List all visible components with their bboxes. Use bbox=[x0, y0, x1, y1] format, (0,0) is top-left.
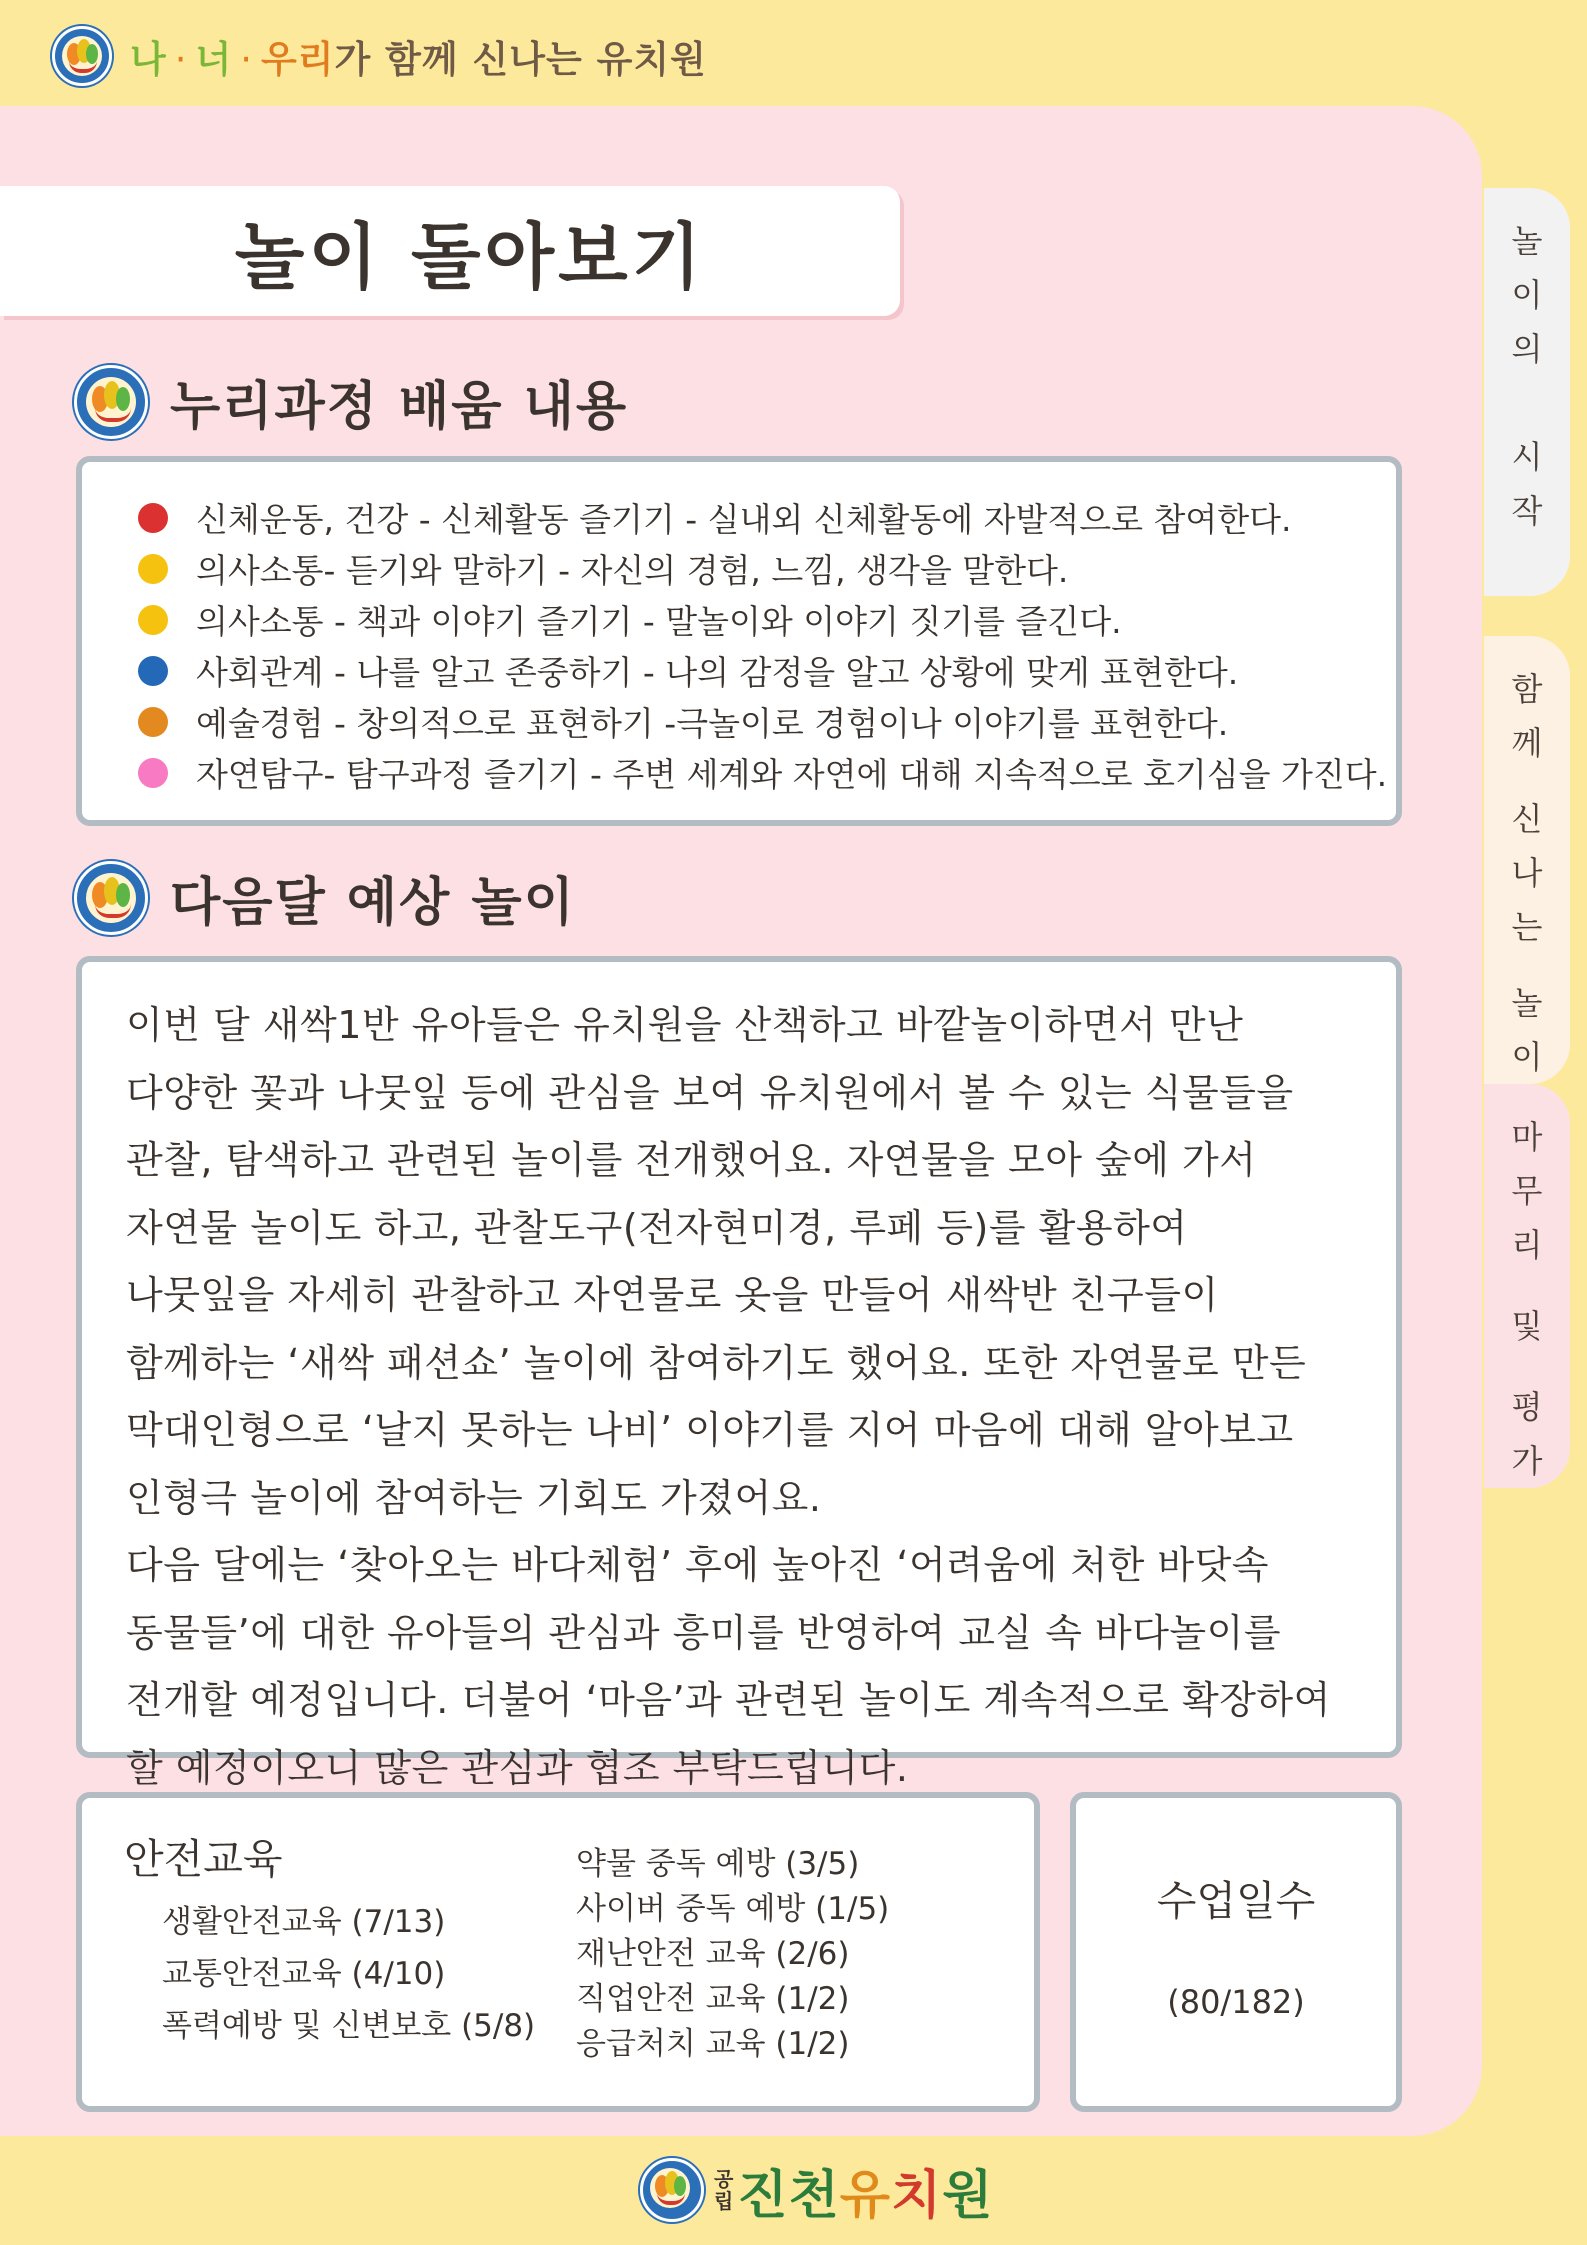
nuri-item-text: 사회관계 - 나를 알고 존중하기 - 나의 감정을 알고 상황에 맞게 표현한다. bbox=[196, 653, 1239, 692]
kindergarten-logo-icon bbox=[52, 26, 112, 86]
next-play-paragraph-2: 다음 달에는 ‘찾아오는 바다체험’ 후에 높아진 ‘어려움에 처한 바닷속 동물들’에 대한 유아들의 관심과 흥미를 반영하여 교실 속 바다놀이를 전개할 예정입니다. 더불어 ‘마음’과 관련된 놀이도 계속적으로 확장하여 할 예정이오니 많은 관심과 협조 부탁드립니다. bbox=[126, 1543, 1331, 1790]
tab-char bbox=[1507, 1272, 1547, 1299]
page-title: 놀이 돌아보기 bbox=[234, 215, 706, 299]
class-days-box bbox=[1070, 1792, 1402, 2112]
slogan-part2: 너 bbox=[195, 38, 233, 81]
brand-char: 유 bbox=[839, 2165, 892, 2226]
tab-char: 가 bbox=[1511, 1442, 1543, 1480]
next-play-paragraph-1: 이번 달 새싹1반 유아들은 유치원을 산책하고 바깥놀이하면서 만난 다양한 꽃과 나뭇잎 등에 관심을 보여 유치원에서 볼 수 있는 식물들을 관찰, 탐색하고 관련된 놀이를 전개했어요. 자연물을 모아 숲에 가서 자연물 놀이도 하고, 관찰도구(전자현미경, 루페 등)를 활용하여 나뭇잎을 자세히 관찰하고 자연물로 옷을 만들어 새싹반 친구들이 함께하는 ‘새싹 패션쇼’ 놀이에 참여하기도 했어요. 또한 자연물로 만든 막대인형으로 ‘날지 못하는 나비’ 이야기를 지어 마음에 대해 알아보고 인형극 놀이에 참여하는 기회도 가졌어요. bbox=[126, 1003, 1307, 1520]
tab-char: 시 bbox=[1511, 438, 1543, 476]
side-tab-wrap-up[interactable] bbox=[1484, 1084, 1570, 1488]
bullet-dot-icon bbox=[138, 758, 168, 788]
tab-char: 마 bbox=[1511, 1118, 1543, 1156]
tab-char bbox=[1507, 770, 1547, 792]
slogan-dot: · bbox=[240, 38, 254, 81]
tab-char: 평 bbox=[1511, 1388, 1543, 1426]
nuri-item-text: 예술경험 - 창의적으로 표현하기 -극놀이로 경험이나 이야기를 표현한다. bbox=[196, 704, 1229, 743]
brand-char: 원 bbox=[942, 2165, 994, 2226]
safety-item: 폭력예방 및 신변보호 (5/8) bbox=[162, 2008, 536, 2044]
slogan-rest: 가 함께 신나는 유치원 bbox=[334, 38, 707, 81]
slogan bbox=[130, 29, 707, 83]
footer bbox=[640, 2150, 994, 2230]
tab-char: 는 bbox=[1511, 908, 1543, 946]
side-tab-fun-play[interactable] bbox=[1484, 636, 1570, 1084]
tab-char: 이 bbox=[1511, 276, 1543, 314]
footer-public-bottom: 립 bbox=[714, 2189, 734, 2213]
nuri-item-text: 자연탐구- 탐구과정 즐기기 - 주변 세계와 자연에 대해 지속적으로 호기심을 가진다. bbox=[196, 755, 1388, 794]
tab-char: 및 bbox=[1511, 1307, 1543, 1345]
nuri-item bbox=[138, 492, 1396, 543]
safety-item: 재난안전 교육 (2/6) bbox=[576, 1936, 850, 1972]
next-play-section-heading bbox=[74, 860, 576, 935]
kindergarten-logo-icon bbox=[74, 861, 148, 935]
footer-public-top: 공 bbox=[714, 2167, 734, 2191]
nuri-item bbox=[138, 696, 1396, 747]
safety-heading: 안전교육 bbox=[124, 1835, 283, 1883]
tab-char: 의 bbox=[1511, 330, 1543, 368]
nuri-item bbox=[138, 747, 1396, 798]
header bbox=[52, 26, 707, 86]
bullet-dot-icon bbox=[138, 554, 168, 584]
nuri-heading: 누리과정 배움 내용 bbox=[170, 377, 629, 437]
footer-brand bbox=[737, 2153, 993, 2228]
nuri-item-text: 의사소통- 듣기와 말하기 - 자신의 경험, 느낌, 생각을 말한다. bbox=[196, 551, 1069, 590]
tab-char: 놀 bbox=[1511, 984, 1543, 1022]
tab-char bbox=[1507, 376, 1547, 430]
tab-char: 놀 bbox=[1511, 222, 1543, 260]
footer-public-label bbox=[714, 2168, 733, 2212]
tab-char: 작 bbox=[1511, 492, 1543, 530]
safety-list-1 bbox=[162, 1896, 535, 2052]
tab-char: 이 bbox=[1511, 1038, 1543, 1076]
nuri-content-box bbox=[76, 456, 1402, 826]
tab-char: 함 bbox=[1511, 670, 1543, 708]
nuri-item bbox=[138, 594, 1396, 645]
kindergarten-logo-icon bbox=[74, 365, 148, 439]
next-play-box bbox=[76, 956, 1402, 1790]
tab-char: 신 bbox=[1511, 800, 1543, 838]
slogan-part3: 우리 bbox=[261, 38, 335, 81]
nuri-item bbox=[138, 543, 1396, 594]
bullet-dot-icon bbox=[138, 503, 168, 533]
side-tab-play-start[interactable] bbox=[1484, 188, 1570, 596]
tab-char bbox=[1507, 1353, 1547, 1380]
nuri-section-heading bbox=[74, 364, 628, 439]
safety-item: 교통안전교육 (4/10) bbox=[162, 1956, 446, 1992]
class-days-label: 수업일수 bbox=[1156, 1877, 1316, 1925]
nuri-item bbox=[138, 645, 1396, 696]
safety-item: 사이버 중독 예방 (1/5) bbox=[576, 1891, 890, 1927]
nuri-list bbox=[138, 492, 1396, 798]
next-play-heading: 다음달 예상 놀이 bbox=[170, 873, 576, 933]
kindergarten-logo-icon bbox=[640, 2158, 704, 2222]
bullet-dot-icon bbox=[138, 707, 168, 737]
title-box bbox=[0, 186, 900, 316]
safety-item: 직업안전 교육 (1/2) bbox=[576, 1981, 850, 2017]
bullet-dot-icon bbox=[138, 656, 168, 686]
brand-char: 치 bbox=[891, 2165, 943, 2226]
tab-char: 무 bbox=[1511, 1172, 1543, 1210]
safety-education-box bbox=[76, 1792, 1040, 2112]
tab-char bbox=[1507, 954, 1547, 976]
tab-char: 나 bbox=[1511, 854, 1543, 892]
tab-char: 께 bbox=[1511, 724, 1543, 762]
brand-char: 진 bbox=[737, 2165, 789, 2226]
nuri-item-text: 의사소통 - 책과 이야기 즐기기 - 말놀이와 이야기 짓기를 즐긴다. bbox=[196, 602, 1122, 641]
nuri-item-text: 신체운동, 건강 - 신체활동 즐기기 - 실내외 신체활동에 자발적으로 참여한다. bbox=[196, 500, 1292, 539]
slogan-dot: · bbox=[174, 38, 188, 81]
class-days-value: (80/182) bbox=[1167, 1983, 1305, 2021]
slogan-part1: 나 bbox=[130, 38, 167, 81]
tab-char: 리 bbox=[1511, 1226, 1543, 1264]
safety-item: 생활안전교육 (7/13) bbox=[162, 1904, 446, 1940]
bullet-dot-icon bbox=[138, 605, 168, 635]
brand-char: 천 bbox=[788, 2165, 840, 2226]
safety-item: 응급처치 교육 (1/2) bbox=[576, 2026, 850, 2062]
safety-item: 약물 중독 예방 (3/5) bbox=[576, 1846, 860, 1882]
safety-list-2 bbox=[576, 1838, 889, 2063]
